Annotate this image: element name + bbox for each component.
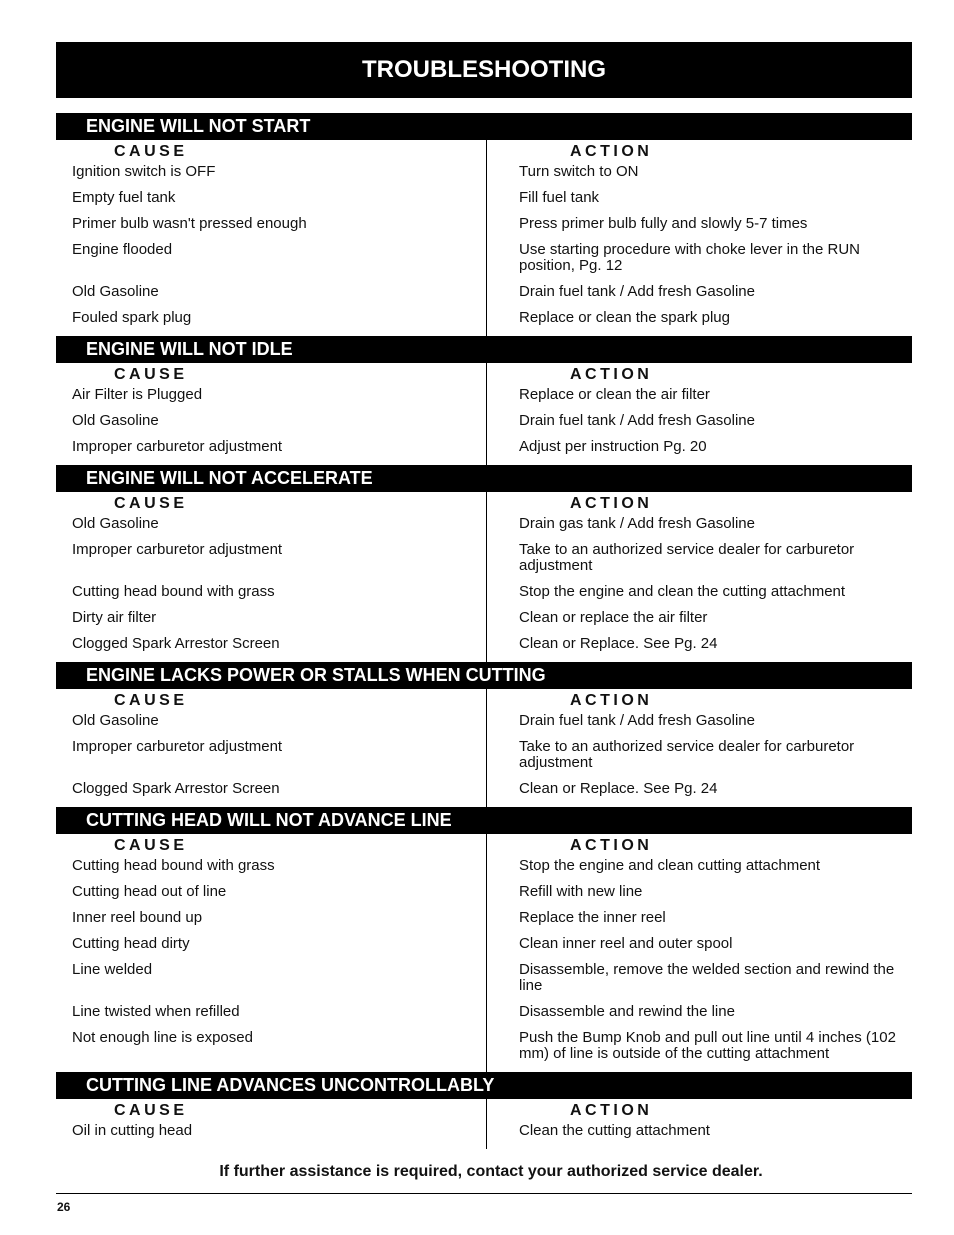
footer-divider [56,1193,912,1194]
section-heading: ENGINE WILL NOT START [56,113,912,140]
table-row [56,636,912,662]
cause-cell: Inner reel bound up [72,909,203,926]
cause-cell: Cutting head out of line [72,883,227,900]
cause-cell: Fouled spark plug [72,309,192,326]
cause-cell: Cutting head bound with grass [72,857,275,874]
column-headings [56,140,912,164]
table-row [56,1004,912,1030]
cause-heading: CAUSE [114,1102,188,1119]
action-cell: Press primer bulb fully and slowly 5-7 times [519,215,808,232]
table-row [56,1123,912,1149]
table-row [56,584,912,610]
section-heading: ENGINE WILL NOT IDLE [56,336,912,363]
action-cell: Turn switch to ON [519,163,639,180]
cause-cell: Cutting head bound with grass [72,583,275,600]
cause-heading: CAUSE [114,495,188,512]
section-engine-will-not-accelerate [56,465,912,662]
table-row [56,310,912,336]
action-cell: Push the Bump Knob and pull out line until 4 inches (102 mm) of line is outside of the cutting attachment [519,1029,896,1062]
column-headings [56,363,912,387]
table-row [56,516,912,542]
cause-cell: Primer bulb wasn't pressed enough [72,215,307,232]
cause-cell: Old Gasoline [72,712,159,729]
section-body [56,834,912,1072]
section-body [56,140,912,336]
table-row [56,1030,912,1072]
action-cell: Replace or clean the air filter [519,386,710,403]
column-headings [56,834,912,858]
action-cell: Stop the engine and clean the cutting attachment [519,583,846,600]
section-heading: CUTTING HEAD WILL NOT ADVANCE LINE [56,807,912,834]
cause-heading: CAUSE [114,366,188,383]
cause-cell: Clogged Spark Arrestor Screen [72,780,280,797]
action-cell: Drain fuel tank / Add fresh Gasoline [519,283,755,300]
page-number: 26 [57,1200,71,1214]
table-row [56,242,912,284]
cause-cell: Old Gasoline [72,283,159,300]
action-cell: Refill with new line [519,883,643,900]
action-heading: ACTION [570,495,653,512]
table-row [56,387,912,413]
table-row [56,190,912,216]
action-cell: Fill fuel tank [519,189,600,206]
action-cell: Take to an authorized service dealer for carburetor adjustment [519,738,855,771]
page-title-bar [56,42,912,98]
table-row [56,910,912,936]
cause-heading: CAUSE [114,837,188,854]
table-row [56,284,912,310]
cause-cell: Improper carburetor adjustment [72,541,283,558]
table-row [56,884,912,910]
action-cell: Clean the cutting attachment [519,1122,710,1139]
action-cell: Drain fuel tank / Add fresh Gasoline [519,712,755,729]
table-row [56,781,912,807]
section-cutting-line-advances-uncontrollably [56,1072,912,1149]
table-row [56,542,912,584]
cause-cell: Ignition switch is OFF [72,163,216,180]
action-cell: Drain gas tank / Add fresh Gasoline [519,515,755,532]
action-heading: ACTION [570,1102,653,1119]
table-row [56,962,912,1004]
column-headings [56,689,912,713]
action-heading: ACTION [570,366,653,383]
table-row [56,413,912,439]
table-row [56,164,912,190]
footer-note: If further assistance is required, contact your authorized service dealer. [219,1163,763,1180]
action-cell: Stop the engine and clean cutting attachment [519,857,821,874]
table-row [56,610,912,636]
troubleshooting-table [56,113,912,1149]
section-engine-lacks-power [56,662,912,807]
section-engine-will-not-start [56,113,912,336]
action-heading: ACTION [570,143,653,160]
table-row [56,439,912,465]
cause-cell: Empty fuel tank [72,189,176,206]
action-cell: Clean or Replace. See Pg. 24 [519,780,718,797]
cause-cell: Not enough line is exposed [72,1029,253,1046]
action-cell: Clean or Replace. See Pg. 24 [519,635,718,652]
table-row [56,858,912,884]
action-cell: Use starting procedure with choke lever in the RUN position, Pg. 12 [519,241,860,274]
action-cell: Take to an authorized service dealer for carburetor adjustment [519,541,855,574]
section-body [56,1099,912,1149]
cause-cell: Old Gasoline [72,412,159,429]
column-headings [56,492,912,516]
section-engine-will-not-idle [56,336,912,465]
section-heading: CUTTING LINE ADVANCES UNCONTROLLABLY [56,1072,912,1099]
action-cell: Disassemble, remove the welded section and rewind the line [519,961,895,994]
table-row [56,936,912,962]
action-cell: Replace the inner reel [519,909,666,926]
cause-cell: Air Filter is Plugged [72,386,203,403]
cause-cell: Dirty air filter [72,609,157,626]
table-row [56,713,912,739]
table-row [56,216,912,242]
cause-cell: Improper carburetor adjustment [72,738,283,755]
action-cell: Clean inner reel and outer spool [519,935,733,952]
cause-cell: Line welded [72,961,153,978]
cause-heading: CAUSE [114,692,188,709]
column-headings [56,1099,912,1123]
action-heading: ACTION [570,837,653,854]
cause-cell: Improper carburetor adjustment [72,438,283,455]
action-cell: Drain fuel tank / Add fresh Gasoline [519,412,755,429]
table-row [56,739,912,781]
cause-cell: Old Gasoline [72,515,159,532]
cause-cell: Cutting head dirty [72,935,190,952]
section-body [56,363,912,465]
section-body [56,492,912,662]
section-body [56,689,912,807]
section-heading: ENGINE WILL NOT ACCELERATE [56,465,912,492]
action-cell: Replace or clean the spark plug [519,309,730,326]
action-cell: Clean or replace the air filter [519,609,708,626]
action-heading: ACTION [570,692,653,709]
page-title: TROUBLESHOOTING [362,56,606,83]
section-heading: ENGINE LACKS POWER OR STALLS WHEN CUTTING [56,662,912,689]
cause-cell: Clogged Spark Arrestor Screen [72,635,280,652]
action-cell: Disassemble and rewind the line [519,1003,735,1020]
cause-heading: CAUSE [114,143,188,160]
action-cell: Adjust per instruction Pg. 20 [519,438,707,455]
section-cutting-head-will-not-advance [56,807,912,1072]
cause-cell: Engine flooded [72,241,173,258]
cause-cell: Line twisted when refilled [72,1003,240,1020]
cause-cell: Oil in cutting head [72,1122,193,1139]
